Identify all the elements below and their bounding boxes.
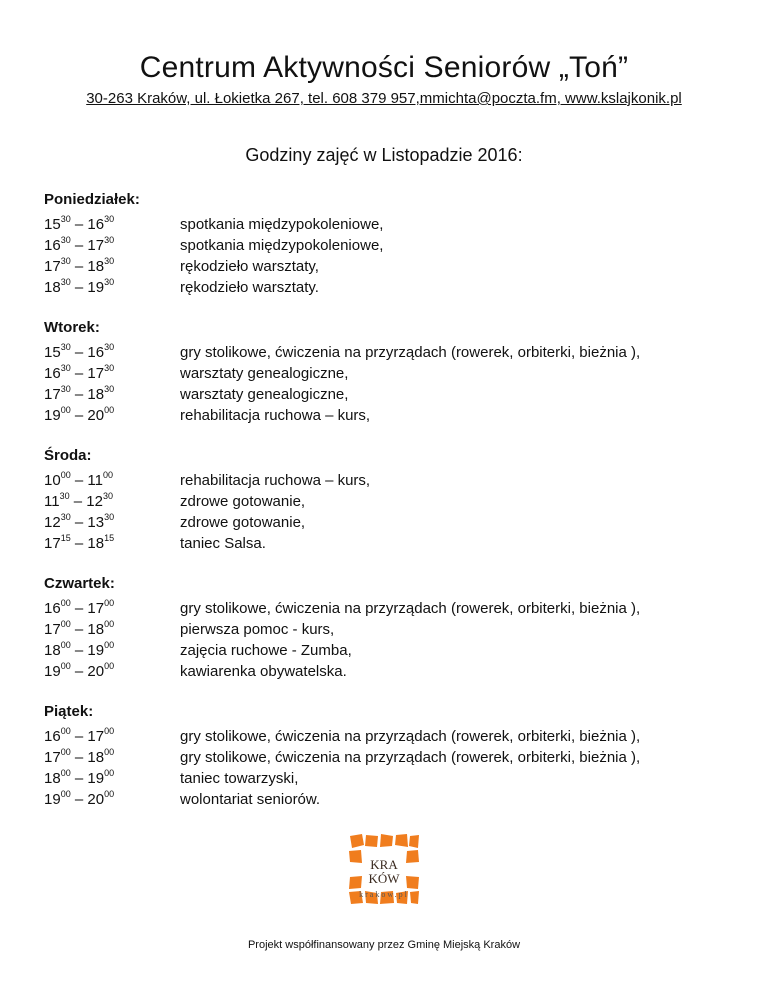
end-hour: 18 (87, 386, 105, 403)
start-minutes: 30 (60, 214, 71, 224)
activity: rehabilitacja ruchowa – kurs, (180, 407, 371, 424)
activity: wolontariat seniorów. (180, 791, 321, 808)
activity: rękodzieło warsztaty, (180, 258, 319, 275)
end-hour: 20 (87, 407, 105, 424)
start-minutes: 15 (60, 533, 71, 543)
day-block (44, 574, 724, 682)
time-range: $16^{00} - 17^{00}$ (44, 726, 115, 745)
start-hour: 12 (44, 514, 61, 531)
start-minutes: 00 (60, 405, 71, 415)
start-hour: 19 (44, 791, 61, 808)
time-range: $17^{00} - 18^{00}$ (44, 619, 115, 638)
start-minutes: 00 (60, 768, 71, 778)
activity: spotkania międzypokoleniowe, (180, 216, 384, 233)
start-hour: 18 (44, 770, 61, 787)
day-name: Środa: (44, 447, 92, 464)
logo-tile (349, 850, 362, 863)
end-hour: 12 (86, 493, 103, 510)
activity: zajęcia ruchowe - Zumba, (180, 642, 352, 659)
start-hour: 11 (44, 493, 60, 510)
end-minutes: 00 (102, 470, 113, 480)
logo-text-line2: KÓW (368, 871, 400, 886)
end-hour: 17 (87, 728, 105, 745)
start-minutes: 00 (60, 789, 71, 799)
end-hour: 18 (87, 621, 105, 638)
activity: kawiarenka obywatelska. (180, 663, 347, 680)
activity: taniec towarzyski, (180, 770, 299, 787)
logo-caption: krakow.pl (359, 890, 409, 899)
start-minutes: 30 (60, 512, 71, 522)
end-minutes: 00 (104, 661, 115, 671)
schedule-row (44, 235, 724, 256)
activity: zdrowe gotowanie, (180, 514, 306, 531)
time-range: $19^{00} - 20^{00}$ (44, 661, 115, 680)
start-hour: 17 (44, 621, 61, 638)
start-minutes: 30 (60, 235, 71, 245)
logo-tile (365, 835, 378, 847)
start-minutes: 30 (59, 491, 70, 501)
end-hour: 20 (87, 791, 105, 808)
activity: gry stolikowe, ćwiczenia na przyrządach (rowerek, orbiterki, bieżnia ), (180, 749, 641, 766)
schedule-row (44, 598, 724, 619)
start-minutes: 30 (60, 384, 71, 394)
day-name: Czwartek: (44, 575, 115, 592)
logo-tile (380, 834, 393, 847)
time-range: $18^{30} - 19^{30}$ (44, 277, 115, 296)
end-minutes: 30 (104, 235, 115, 245)
schedule-row (44, 512, 724, 533)
logo-tile (349, 876, 362, 889)
start-minutes: 30 (60, 363, 71, 373)
schedule-row (44, 789, 724, 810)
day-name: Poniedziałek: (44, 191, 140, 208)
time-range: $18^{00} - 19^{00}$ (44, 640, 115, 659)
page-title: Centrum Aktywności Seniorów „Toń” (139, 51, 629, 84)
time-range: $15^{30} - 16^{30}$ (44, 342, 115, 361)
end-minutes: 15 (104, 533, 115, 543)
start-hour: 19 (44, 663, 61, 680)
schedule-row (44, 619, 724, 640)
activity: pierwsza pomoc - kurs, (180, 621, 335, 638)
end-minutes: 00 (104, 747, 115, 757)
end-minutes: 00 (104, 640, 115, 650)
start-hour: 19 (44, 407, 61, 424)
schedule-row (44, 768, 724, 789)
time-range: $19^{00} - 20^{00}$ (44, 405, 115, 424)
day-block (44, 190, 724, 298)
end-minutes: 30 (104, 363, 115, 373)
end-hour: 16 (87, 344, 105, 361)
schedule-row (44, 747, 724, 768)
time-range: $11^{30} - 12^{30}$ (44, 491, 113, 510)
start-hour: 15 (44, 216, 61, 233)
schedule-row (44, 726, 724, 747)
time-range: $17^{30} - 18^{30}$ (44, 384, 115, 403)
activity: zdrowe gotowanie, (180, 493, 306, 510)
end-minutes: 00 (104, 598, 115, 608)
activity: warsztaty genealogiczne, (180, 386, 349, 403)
schedule-row (44, 661, 724, 682)
logo-tile (406, 876, 419, 889)
start-hour: 16 (44, 600, 61, 617)
end-minutes: 30 (102, 491, 113, 501)
start-hour: 16 (44, 728, 61, 745)
start-hour: 18 (44, 279, 61, 296)
start-minutes: 00 (60, 598, 71, 608)
logo-tile (395, 834, 408, 847)
end-minutes: 00 (104, 405, 115, 415)
end-minutes: 30 (104, 342, 115, 352)
end-hour: 20 (87, 663, 105, 680)
schedule-row (44, 342, 724, 363)
end-hour: 17 (87, 237, 105, 254)
end-minutes: 30 (104, 512, 115, 522)
end-hour: 18 (87, 258, 105, 275)
start-hour: 16 (44, 365, 61, 382)
start-minutes: 00 (60, 661, 71, 671)
start-hour: 15 (44, 344, 61, 361)
time-range: $18^{00} - 19^{00}$ (44, 768, 115, 787)
start-minutes: 00 (60, 470, 71, 480)
end-hour: 18 (87, 535, 105, 552)
activity: gry stolikowe, ćwiczenia na przyrządach (rowerek, orbiterki, bieżnia ), (180, 728, 641, 745)
start-minutes: 30 (60, 256, 71, 266)
end-minutes: 30 (104, 277, 115, 287)
start-minutes: 00 (60, 640, 71, 650)
start-hour: 17 (44, 258, 61, 275)
schedule-row (44, 491, 724, 512)
time-range: $10^{00} - 11^{00}$ (44, 470, 113, 489)
start-minutes: 00 (60, 619, 71, 629)
schedule-row (44, 256, 724, 277)
schedule-row (44, 363, 724, 384)
time-range: $15^{30} - 16^{30}$ (44, 214, 115, 233)
schedule-row (44, 384, 724, 405)
end-hour: 11 (87, 472, 103, 489)
start-minutes: 00 (60, 726, 71, 736)
start-minutes: 00 (60, 747, 71, 757)
schedule-row (44, 533, 724, 554)
activity: gry stolikowe, ćwiczenia na przyrządach (rowerek, orbiterki, bieżnia ), (180, 600, 641, 617)
logo-tile (409, 835, 419, 848)
start-hour: 17 (44, 386, 61, 403)
end-minutes: 00 (104, 726, 115, 736)
start-hour: 17 (44, 749, 61, 766)
end-hour: 17 (87, 600, 105, 617)
end-hour: 19 (87, 642, 105, 659)
time-range: $12^{30} - 13^{30}$ (44, 512, 115, 531)
day-block (44, 446, 724, 554)
end-hour: 13 (87, 514, 105, 531)
logo-tile (406, 850, 419, 863)
schedule-row (44, 214, 724, 235)
time-range: $19^{00} - 20^{00}$ (44, 789, 115, 808)
schedule-row (44, 640, 724, 661)
day-block (44, 318, 724, 426)
day-block (44, 702, 724, 810)
end-minutes: 30 (104, 214, 115, 224)
start-hour: 18 (44, 642, 61, 659)
end-minutes: 30 (104, 384, 115, 394)
end-minutes: 30 (104, 256, 115, 266)
activity: spotkania międzypokoleniowe, (180, 237, 384, 254)
end-minutes: 00 (104, 619, 115, 629)
activity: gry stolikowe, ćwiczenia na przyrządach (rowerek, orbiterki, bieżnia ), (180, 344, 641, 361)
end-hour: 18 (87, 749, 105, 766)
schedule-row (44, 405, 724, 426)
logo-tile (350, 834, 364, 848)
start-hour: 16 (44, 237, 61, 254)
activity: rękodzieło warsztaty. (180, 279, 319, 296)
end-hour: 19 (87, 770, 105, 787)
activity: warsztaty genealogiczne, (180, 365, 349, 382)
start-hour: 10 (44, 472, 61, 489)
activity: taniec Salsa. (180, 535, 266, 552)
schedule-row (44, 277, 724, 298)
activity: rehabilitacja ruchowa – kurs, (180, 472, 371, 489)
schedule-heading: Godziny zajęć w Listopadzie 2016: (245, 145, 523, 165)
time-range: $17^{30} - 18^{30}$ (44, 256, 115, 275)
time-range: $17^{00} - 18^{00}$ (44, 747, 115, 766)
contact-address: 30-263 Kraków, ul. Łokietka 267, tel. 608 379 957,mmichta@poczta.fm, www.kslajkonik.pl (86, 90, 682, 107)
end-minutes: 00 (104, 789, 115, 799)
time-range: $16^{00} - 17^{00}$ (44, 598, 115, 617)
start-minutes: 30 (60, 342, 71, 352)
end-hour: 19 (87, 279, 105, 296)
time-range: $17^{15} - 18^{15}$ (44, 533, 115, 552)
start-minutes: 30 (60, 277, 71, 287)
end-hour: 16 (87, 216, 105, 233)
footer-note: Projekt współfinansowany przez Gminę Miejską Kraków (247, 939, 521, 951)
day-name: Piątek: (44, 703, 94, 720)
schedule-row (44, 470, 724, 491)
logo-text-line1: KRA (370, 857, 398, 872)
end-hour: 17 (87, 365, 105, 382)
time-range: $16^{30} - 17^{30}$ (44, 363, 115, 382)
day-name: Wtorek: (44, 319, 100, 336)
start-hour: 17 (44, 535, 61, 552)
time-range: $16^{30} - 17^{30}$ (44, 235, 115, 254)
end-minutes: 00 (104, 768, 115, 778)
